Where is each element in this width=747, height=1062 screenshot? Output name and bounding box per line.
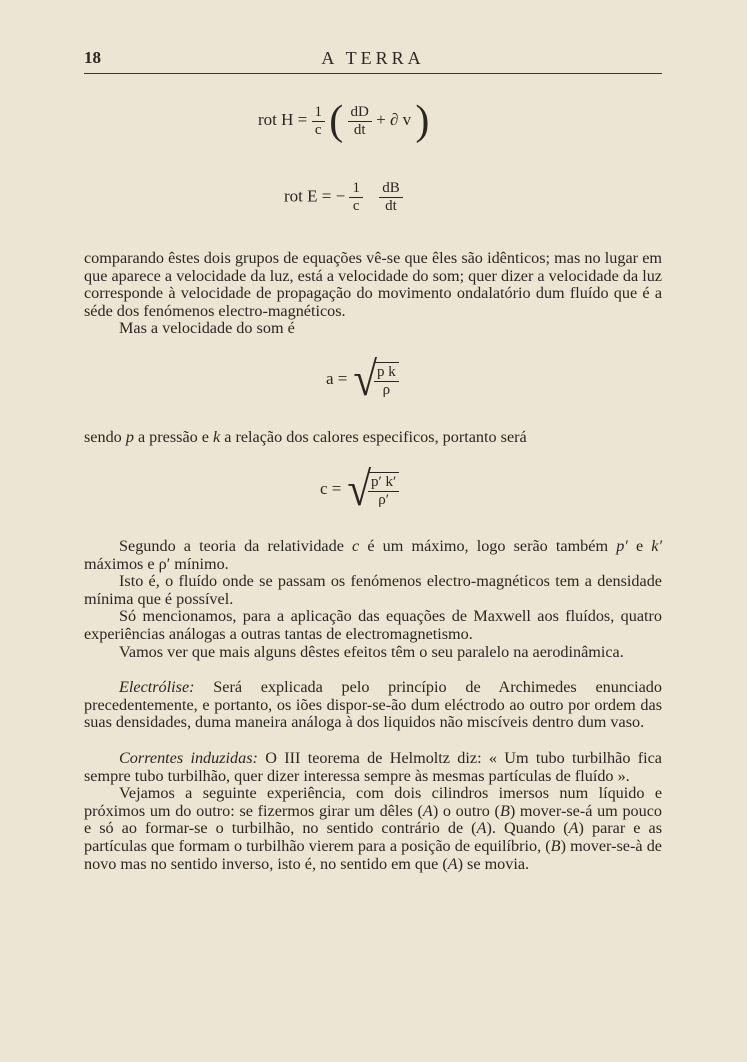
equation-sound-speed (326, 353, 399, 406)
paragraph-correntes (84, 750, 662, 785)
eq-lhs: c (320, 478, 328, 498)
paragraph: Vamos ver que mais alguns dêstes efeitos têm o seu paralelo na aerodinâmica. (119, 642, 624, 661)
eq-denominator: c (349, 197, 363, 215)
text-run: ) se movia. (457, 854, 530, 873)
section-title: Electrólise: (119, 678, 195, 697)
page-number: 18 (84, 48, 101, 67)
text-run: máximos e ρ′ mínimo. (84, 554, 229, 573)
page-header (84, 48, 662, 74)
text-run: ) mover-se-á um pouco e só ao formar-se o turbilhão, no sentido contrário de ( (84, 801, 663, 838)
close-paren: ) (415, 98, 430, 144)
eq-denominator: c (312, 121, 326, 139)
equation-light-speed (320, 463, 399, 516)
symbol-k-prime: k′ (651, 537, 663, 555)
text-run: a relação dos calores especificos, portanto será (220, 428, 527, 446)
symbol-A: A (447, 854, 458, 873)
radicand (368, 472, 399, 509)
spacer (84, 661, 662, 679)
radical-sign: √ (346, 463, 371, 516)
text-run: ) mover-se-à de novo mas no sentido inverso, isto é, no sentido em que ( (84, 836, 662, 873)
symbol-p-prime: p′ (616, 537, 628, 555)
eq-denominator: ρ (374, 381, 399, 399)
header-rule (84, 73, 662, 74)
text-run: Vejamos a seguinte experiência, com dois cilindros imersos num líquido e próximos um do outro: se fizermos girar um dêles ( (84, 784, 662, 820)
equation-rot-e (284, 180, 403, 215)
eq-lhs: a (326, 368, 334, 388)
symbol-A: A (422, 801, 433, 820)
radicand (374, 362, 399, 399)
text-block-2 (84, 429, 662, 447)
eq-fraction (374, 364, 399, 399)
symbol-A: A (476, 819, 487, 838)
eq-sign: = − (321, 186, 346, 206)
text-block-1 (84, 250, 662, 338)
text-run: ). Quando ( (486, 819, 569, 838)
equation-rot-h (258, 100, 429, 142)
text-run: e (627, 537, 652, 555)
text-run: é um máximo, logo serão também (359, 537, 617, 555)
eq-inner-fraction (348, 104, 372, 139)
eq-denominator: dt (379, 197, 403, 215)
symbol-B: B (550, 836, 561, 855)
text-run: O III teorema de Helmoltz diz: « Um tubo turbilhão fica sempre tubo turbilhão, quer dizer interessa sempre às mesmas partículas de fluído ». (84, 748, 662, 785)
text-run: a pressão e (133, 428, 214, 446)
symbol-c: c (352, 537, 360, 555)
eq-numerator: p k (376, 363, 396, 380)
radical-sign: √ (352, 353, 377, 406)
eq-inner-numerator: dD (350, 103, 369, 120)
text-block-3 (84, 538, 662, 873)
section-title: Correntes induzidas: (119, 748, 258, 767)
paragraph-electrolise (84, 679, 662, 732)
symbol-A: A (568, 819, 579, 838)
paragraph: Mas a velocidade do som é (119, 319, 295, 338)
eq-denominator: ρ′ (368, 491, 399, 509)
eq-sign: = (297, 109, 308, 129)
eq-tail: + ∂ v (376, 109, 412, 129)
text-run: Segundo a teoria da relatividade (119, 537, 353, 555)
square-root (352, 353, 399, 406)
paragraph (84, 429, 662, 447)
square-root (346, 463, 400, 516)
text-run: ) parar e as partículas que formam o turbilhão vierem para a posição de equilíbrio, ( (84, 819, 663, 855)
eq-numerator: 1 (352, 180, 360, 196)
paragraph: Só mencionamos, para a aplicação das equações de Maxwell aos fluídos, quatro experiências análogas a outras tantas de electromagnetismo. (84, 607, 662, 643)
eq-lhs: rot E (284, 186, 318, 206)
paragraph (84, 785, 662, 873)
text-run: sendo (84, 428, 126, 446)
paragraph: comparando êstes dois grupos de equações vê-se que êles são idênticos; mas no lugar em que aparece a velocidade da luz, está a velocidade do som; quer dizer a velocidade da luz corresponde à velocidade de propagação do movimento ondalatório dum fluído que é a séde dos fenómenos electro-magnéticos. (84, 249, 662, 320)
eq-fraction-2 (379, 180, 403, 215)
eq-numerator: 1 (314, 103, 323, 120)
text-run: ) o outro ( (432, 801, 500, 820)
running-title: A TERRA (321, 48, 425, 68)
eq-fraction (368, 474, 399, 509)
open-paren: ( (329, 98, 344, 144)
eq-inner-denominator: dt (348, 121, 372, 139)
text-run: Será explicada pelo princípio de Archimedes enunciado precedentemente, e portanto, os iões dispor-se-ão dum eléctrodo ao outro por ordem das suas densidades, duma maneira análoga à dos liquidos não miscíveis dentro dum vaso. (84, 678, 662, 732)
symbol-p: p (125, 428, 134, 446)
eq-fraction-1 (349, 180, 363, 215)
paragraph: Isto é, o fluído onde se passam os fenómenos electro-magnéticos tem a densidade mínima que é possível. (84, 572, 662, 608)
symbol-B: B (499, 801, 510, 820)
eq-lhs: rot H (258, 109, 294, 129)
eq-numerator: dB (382, 180, 400, 196)
eq-sign: = (337, 368, 348, 388)
eq-fraction (312, 104, 326, 139)
paragraph (84, 538, 662, 573)
eq-sign: = (331, 478, 342, 498)
spacer (84, 732, 662, 750)
symbol-k: k (213, 428, 221, 446)
eq-numerator: p′ k′ (370, 473, 397, 490)
